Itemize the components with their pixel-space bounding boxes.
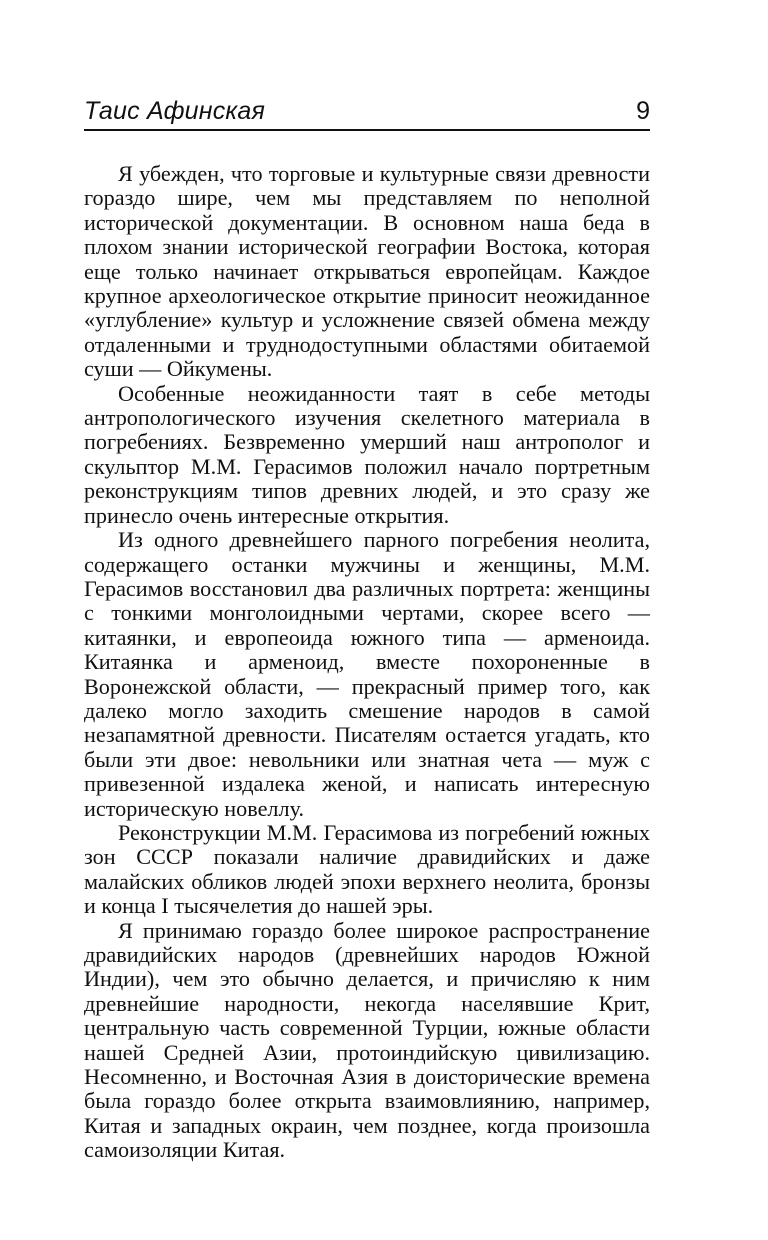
paragraph: Я убежден, что торговые и культурные связи древности гораздо шире, чем мы представляем по неполной исторической документации. В основном наша беда в плохом знании исторической географии Востока, которая еще только начинает открываться европейцам. Каждое крупное археологическое открытие приносит неожиданное «углубление» культур и усложнение связей обмена между отдаленными и труднодоступными областями обитаемой суши — Ойкумены. xyxy=(84,161,650,382)
paragraph: Я принимаю гораздо более широкое распространение дравидийских народов (древнейших народов Южной Индии), чем это обычно делается, и причисляю к ним древнейшие народности, некогда населявшие Крит, центральную часть современной Турции, южные области нашей Средней Азии, протоиндийскую цивилизацию. Несомненно, и Восточная Азия в доисторические времена была гораздо более открыта взаимовлиянию, например, Китая и западных окраин, чем позднее, когда произошла самоизоляции Китая. xyxy=(84,917,650,1163)
running-title: Таис Афинская xyxy=(84,97,266,125)
paragraph: Реконструкции М.М. Герасимова из погребений южных зон СССР показали наличие дравидийских и даже малайских обликов людей эпохи верхнего неолита, бронзы и конца I тысячелетия до нашей эры. xyxy=(84,819,650,919)
page-header xyxy=(84,95,650,131)
paragraph: Из одного древнейшего парного погребения неолита, содержащего останки мужчины и женщины, М.М. Герасимов восстановил два различных портрета: женщины с тонкими монголоидными чертами, скорее всего — китаянки, и европеоида южного типа — арменоида. Китаянка и арменоид, вместе похороненные в Воронежской области, — прекрасный пример того, как далеко могло заходить смешение народов в самой незапамятной древности. Писателям остается угадать, кто были эти двое: невольники или знатная чета — муж с привезенной издалека женой, и написать интересную историческую новеллу. xyxy=(84,527,650,821)
paragraph: Особенные неожиданности таят в себе методы антропологического изучения скелетного материала в погребениях. Безвременно умерший наш антрополог и скульптор М.М. Герасимов положил начало портретным реконструкциям типов древних людей, и это сразу же принесло очень интересные открытия. xyxy=(84,380,650,528)
page-number: 9 xyxy=(636,97,650,125)
body-text xyxy=(84,162,650,1163)
